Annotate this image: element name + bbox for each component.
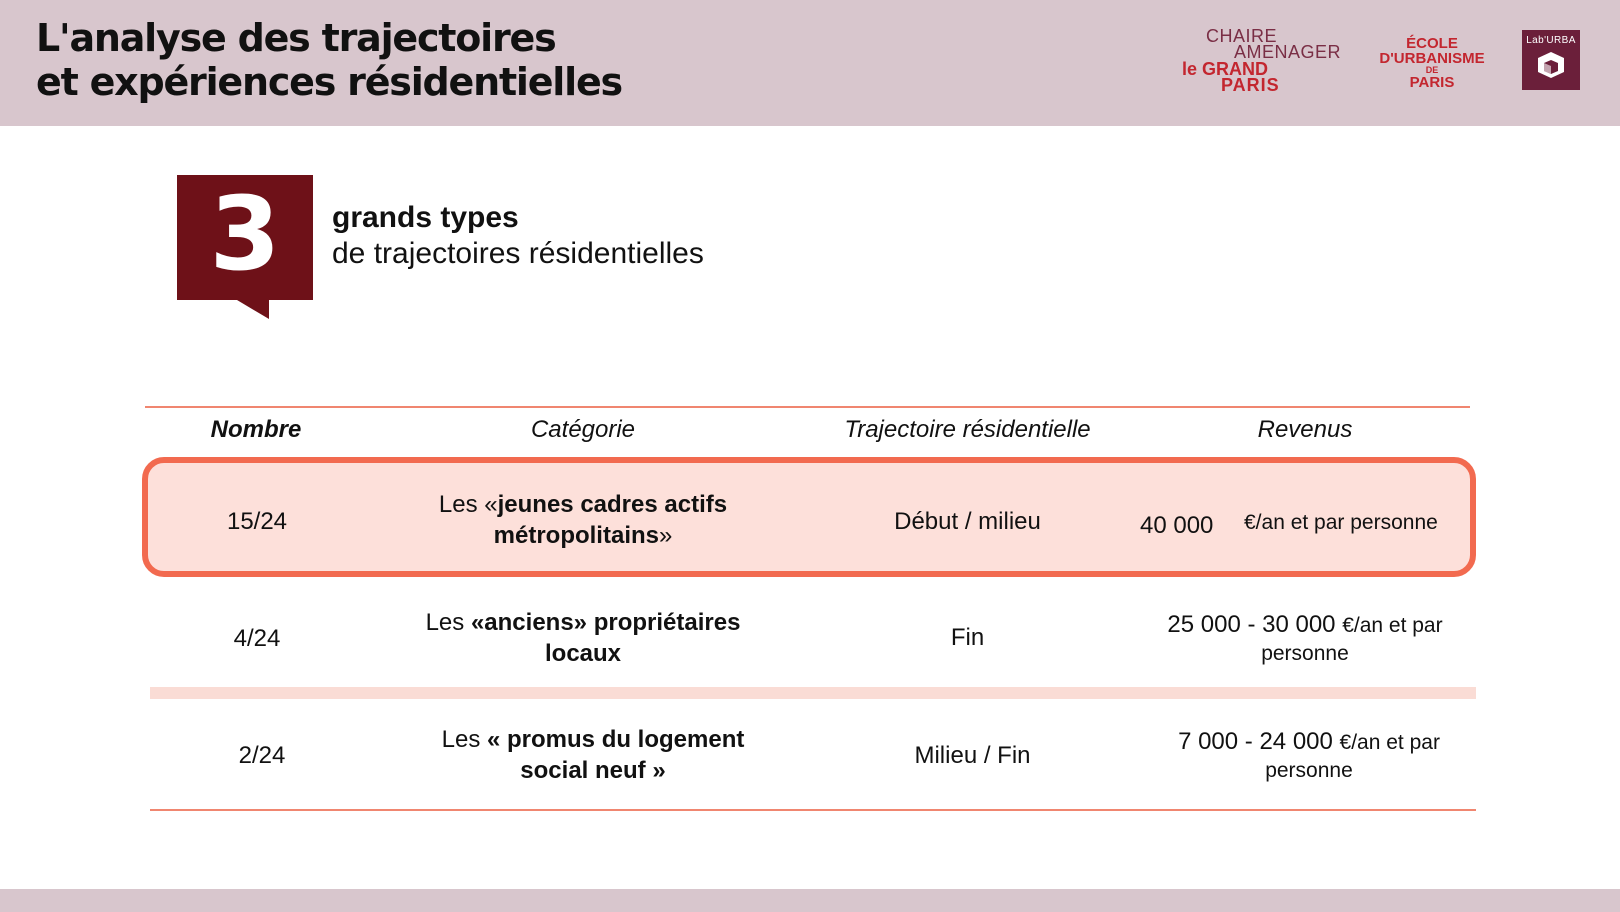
column-header-trajectoire: Trajectoire résidentielle — [844, 416, 1091, 443]
row2-nombre: 4/24 — [233, 625, 281, 652]
column-header-revenus: Revenus — [1257, 416, 1353, 443]
row3-cat-bold1: « promus du logement — [487, 726, 745, 753]
ecole-logo-line1: ÉCOLE — [1406, 35, 1458, 52]
row1-revenu-unit: €/an et par personne — [1244, 511, 1438, 534]
lab-urba-text: Lab'URBA — [1526, 35, 1576, 46]
chaire-logo-line3: le GRAND — [1182, 59, 1269, 79]
row3-revenu-amount: 7 000 - 24 000 — [1178, 728, 1333, 755]
ecole-logo-line4: PARIS — [1409, 74, 1455, 91]
row1-cat-pre: Les « — [438, 491, 498, 518]
section-heading-bold: grands types — [332, 201, 519, 234]
row1-cat-bold1: jeunes cadres actifs — [497, 491, 728, 518]
row1-categorie — [388, 489, 778, 551]
row2-revenu-amount: 25 000 - 30 000 — [1167, 611, 1336, 638]
page-title-line1: L'analyse des trajectoires — [36, 16, 556, 60]
row3-cat-bold2: social neuf » — [520, 757, 666, 784]
chaire-logo-line2: AMENAGER — [1234, 42, 1342, 62]
row3-revenus — [1144, 726, 1474, 784]
lab-urba-logo — [1522, 30, 1580, 90]
row2-revenus — [1140, 609, 1470, 667]
cube-icon — [1536, 50, 1566, 80]
section-heading — [332, 200, 704, 272]
row2-cat-bold2: locaux — [544, 640, 622, 667]
ecole-logo-line3: DE — [1425, 65, 1439, 75]
page-title — [36, 16, 622, 104]
row1-nombre: 15/24 — [226, 508, 288, 535]
section-heading-sub: de trajectoires résidentielles — [332, 237, 704, 270]
ecole-urbanisme-logo — [1372, 36, 1492, 92]
column-header-nombre: Nombre — [210, 416, 302, 443]
row3-cat-pre: Les — [441, 726, 481, 753]
row2-revenu-unit1: €/an et par — [1342, 614, 1443, 637]
row3-trajectoire: Milieu / Fin — [914, 742, 1031, 769]
footer-bar — [0, 889, 1620, 912]
row2-revenu-unit2: personne — [1261, 642, 1349, 665]
column-header-categorie: Catégorie — [530, 416, 636, 443]
row1-trajectoire: Début / milieu — [894, 508, 1041, 535]
row3-categorie — [398, 724, 788, 786]
ecole-logo-line2: D'URBANISME — [1379, 50, 1485, 67]
chaire-logo-line4: PARIS — [1221, 75, 1280, 95]
row2-cat-bold1: «anciens» propriétaires — [470, 609, 741, 636]
table-bottom-rule — [150, 809, 1476, 811]
row1-cat-bold2: métropolitains — [493, 522, 659, 549]
page-title-line2: et expériences résidentielles — [36, 60, 622, 104]
row3-revenu-unit1: €/an et par — [1339, 731, 1440, 754]
row3-nombre: 2/24 — [238, 742, 286, 769]
row2-cat-pre: Les — [425, 609, 465, 636]
badge-number: 3 — [209, 175, 281, 294]
row2-categorie — [388, 607, 778, 669]
table-top-rule — [145, 406, 1470, 408]
header-bar — [0, 0, 1620, 126]
row3-revenu-unit2: personne — [1265, 759, 1353, 782]
row1-cat-post: » — [659, 522, 673, 549]
number-badge — [177, 175, 313, 320]
chaire-logo-line1: CHAIRE — [1206, 26, 1278, 46]
row1-revenu-amount: 40 000 — [1140, 512, 1214, 539]
row2-trajectoire: Fin — [950, 624, 985, 651]
row-separator — [150, 687, 1476, 699]
chaire-amenager-logo — [1180, 26, 1350, 94]
